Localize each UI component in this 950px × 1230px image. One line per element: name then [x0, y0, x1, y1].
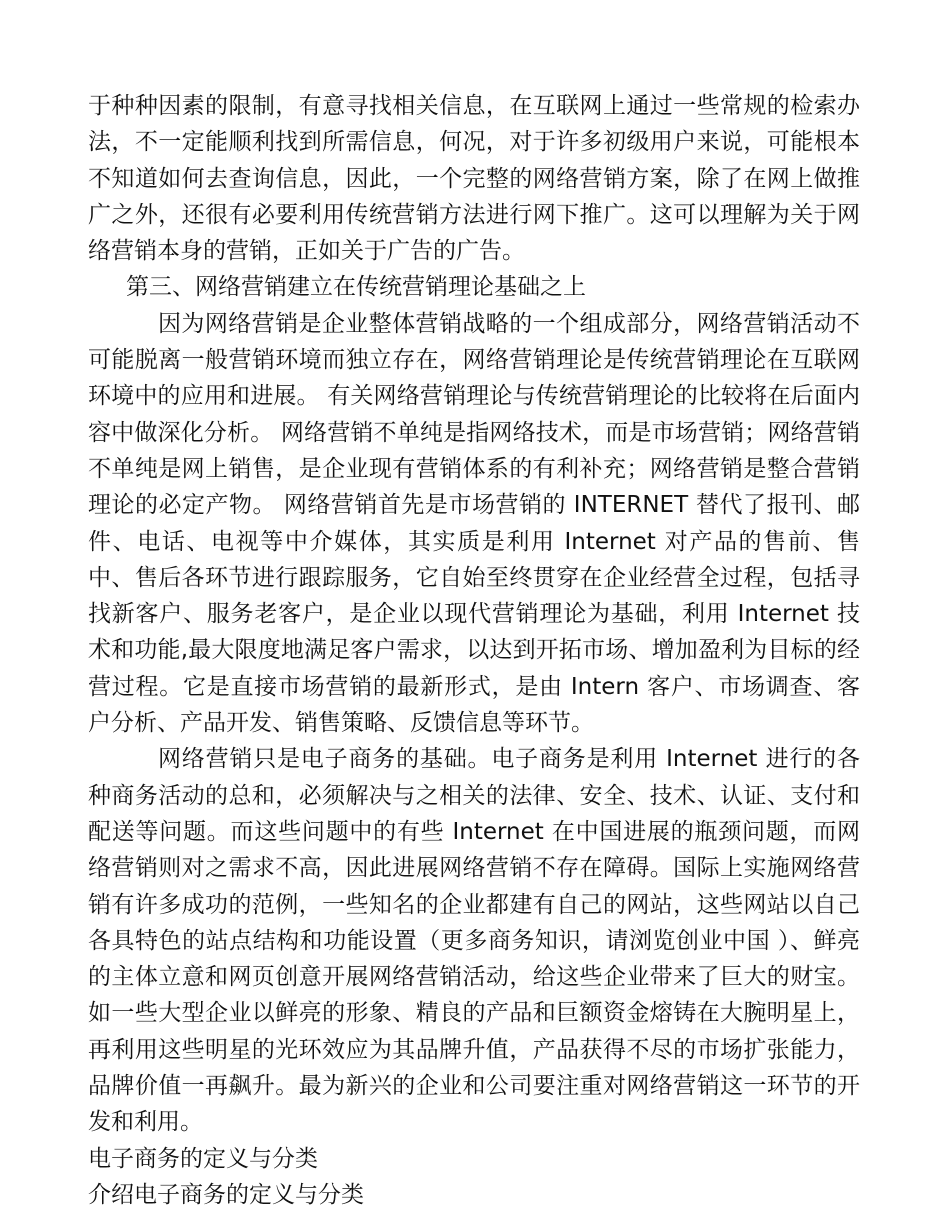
paragraph-marketing-theory: 因为网络营销是企业整体营销战略的一个组成部分，网络营销活动不可能脱离一般营销环境而独立存在，网络营销理论是传统营销理论在互联网环境中的应用和进展。 有关网络营销理论与传统营销理论的比较将在后面内容中做深化分析。 网络营销不单纯是指网络技术，而是市场营销；网络营销不单纯是网上销售，是企业现有营销体系的有利补充；网络营销是整合营销理论的必定产物。 网络营销首先是市场营销的 INTERNET 替代了报刊、邮件、电话、电视等中介媒体，其实质是利用 Internet 对产品的售前、售中、售后各环节进行跟踪服务，它自始至终贯穿在企业经营全过程，包括寻找新客户、服务老客户，是企业以现代营销理论为基础，利用 Internet 技术和功能,最大限度地满足客户需求，以达到开拓市场、增加盈利为目标的经营过程。它是直接市场营销的最新形式，是由 Intern 客户、市场调查、客户分析、产品开发、销售策略、反馈信息等环节。 — [88, 310, 860, 737]
paragraph-intro-continuation: 于种种因素的限制，有意寻找相关信息，在互联网上通过一些常规的检索办法，不一定能顺利找到所需信息，何况，对于许多初级用户来说，可能根本不知道如何去查询信息，因此，一个完整的网络营销方案，除了在网上做推广之外，还很有必要利用传统营销方法进行网下推广。这可以理解为关于网络营销本身的营销，正如关于广告的广告。 — [88, 93, 860, 265]
heading-ecommerce-definition: 电子商务的定义与分类 — [88, 1145, 318, 1172]
heading-ecommerce-intro: 介绍电子商务的定义与分类 — [88, 1181, 364, 1208]
document-page — [88, 88, 860, 1213]
paragraph-ecommerce-basis: 网络营销只是电子商务的基础。电子商务是利用 Internet 进行的各种商务活动的总和，必须解决与之相关的法律、安全、技术、认证、支付和配送等问题。而这些问题中的有些 Internet 在中国进展的瓶颈问题，而网络营销则对之需求不高，因此进展网络营销不存在障碍。国际上实施网络营销有许多成功的范例，一些知名的企业都建有自己的网站，这些网站以自己各具特色的站点结构和功能设置（更多商务知识，请浏览创业中国 ）、鲜亮的主体立意和网页创意开展网络营销活动，给这些企业带来了巨大的财宝。如一些大型企业以鲜亮的形象、精良的产品和巨额资金熔铸在大腕明星上，再利用这些明星的光环效应为其品牌升值，产品获得不尽的市场扩张能力，品牌价值一再飙升。最为新兴的企业和公司要注重对网络营销这一环节的开发和利用。 — [88, 746, 860, 1136]
section-heading-third: 第三、网络营销建立在传统营销理论基础之上 — [126, 274, 586, 301]
